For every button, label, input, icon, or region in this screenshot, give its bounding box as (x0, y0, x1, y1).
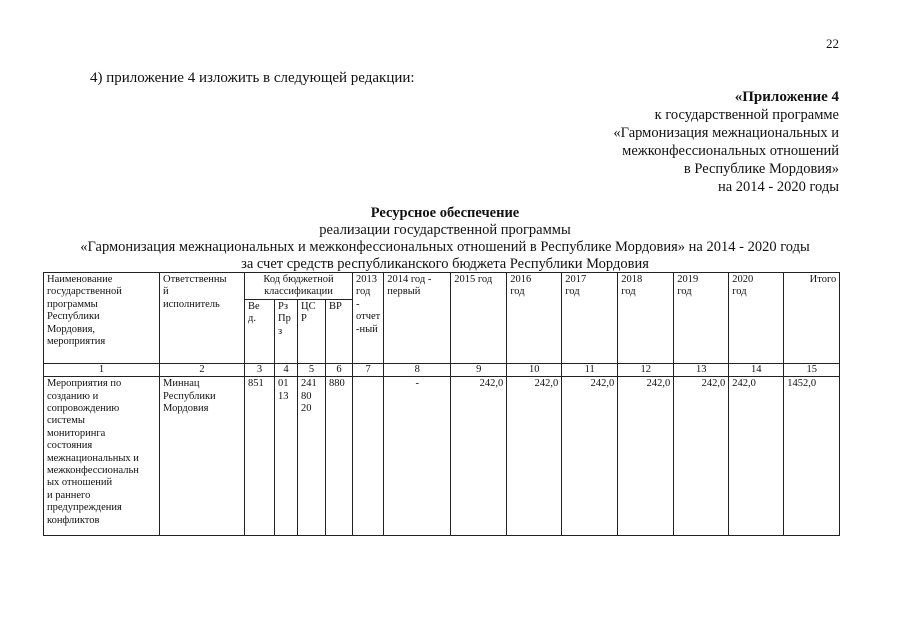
row-2014: - (384, 377, 451, 536)
header-budget-code: Код бюджетной классификации (245, 273, 353, 300)
appendix-block (613, 88, 839, 196)
row-vr: 880 (326, 377, 353, 536)
header-2019: 2019 год (674, 273, 729, 364)
intro-text: 4) приложение 4 изложить в следующей редакции: (90, 70, 415, 86)
row-ved: 851 (245, 377, 275, 536)
column-number: 11 (562, 363, 618, 376)
header-executor: Ответственны й исполнитель (160, 273, 245, 364)
header-2014: 2014 год - первый (384, 273, 451, 364)
heading-line-3: за счет средств республиканского бюджета Республики Мордовия (241, 256, 649, 272)
header-2013: 2013 год - отчет -ный (353, 273, 384, 364)
column-number: 7 (353, 363, 384, 376)
appendix-line: на 2014 - 2020 годы (717, 179, 839, 195)
heading-title: Ресурсное обеспечение (370, 205, 520, 221)
column-number: 4 (275, 363, 298, 376)
row-2013 (353, 377, 384, 536)
header-2017: 2017 год (562, 273, 618, 364)
row-name: Мероприятия по созданию и сопровождению системы мониторинга состояния межнациональных и межконфессиональн ых отношений и раннего предупреждения конфликтов (44, 377, 160, 536)
column-number: 1 (44, 363, 160, 376)
header-vr: ВР (326, 299, 353, 363)
column-number: 10 (507, 363, 562, 376)
row-2015: 242,0 (451, 377, 507, 536)
header-ved: Ве д. (245, 299, 275, 363)
column-number: 3 (245, 363, 275, 376)
row-2019: 242,0 (674, 377, 729, 536)
header-csr: ЦС Р (298, 299, 326, 363)
table-row (44, 377, 840, 536)
appendix-line: «Гармонизация межнациональных и (613, 125, 839, 141)
row-executor: Миннац Республики Мордовия (160, 377, 245, 536)
appendix-line: к государственной программе (654, 107, 839, 123)
row-total: 1452,0 (784, 377, 840, 536)
row-2018: 242,0 (618, 377, 674, 536)
resource-table (43, 272, 840, 536)
row-rzpr: 01 13 (275, 377, 298, 536)
appendix-line: в Республике Мордовия» (683, 161, 839, 177)
column-number: 15 (784, 363, 840, 376)
column-number: 9 (451, 363, 507, 376)
column-number: 14 (729, 363, 784, 376)
appendix-line: межконфессиональных отношений (622, 143, 839, 159)
header-2015: 2015 год (451, 273, 507, 364)
row-2017: 242,0 (562, 377, 618, 536)
row-csr: 241 80 20 (298, 377, 326, 536)
appendix-title: «Приложение 4 (734, 89, 839, 105)
column-number: 2 (160, 363, 245, 376)
row-2020: 242,0 (729, 377, 784, 536)
header-row (44, 273, 840, 300)
header-2016: 2016 год (507, 273, 562, 364)
heading-line-2: «Гармонизация межнациональных и межконфессиональных отношений в Республике Мордовия» на 2014 - 2020 годы (80, 239, 810, 255)
column-number: 8 (384, 363, 451, 376)
column-number: 5 (298, 363, 326, 376)
header-rzpr: Рз Пр з (275, 299, 298, 363)
heading-line-1: реализации государственной программы (319, 222, 571, 238)
header-total: Итого (784, 273, 840, 364)
row-2016: 242,0 (507, 377, 562, 536)
column-number: 13 (674, 363, 729, 376)
header-2018: 2018 год (618, 273, 674, 364)
column-number: 12 (618, 363, 674, 376)
header-name: Наименование государственной программы Республики Мордовия, мероприятия (44, 273, 160, 364)
column-number: 6 (326, 363, 353, 376)
column-number-row (44, 363, 840, 376)
header-2020: 2020 год (729, 273, 784, 364)
page-number: 22 (826, 36, 839, 51)
